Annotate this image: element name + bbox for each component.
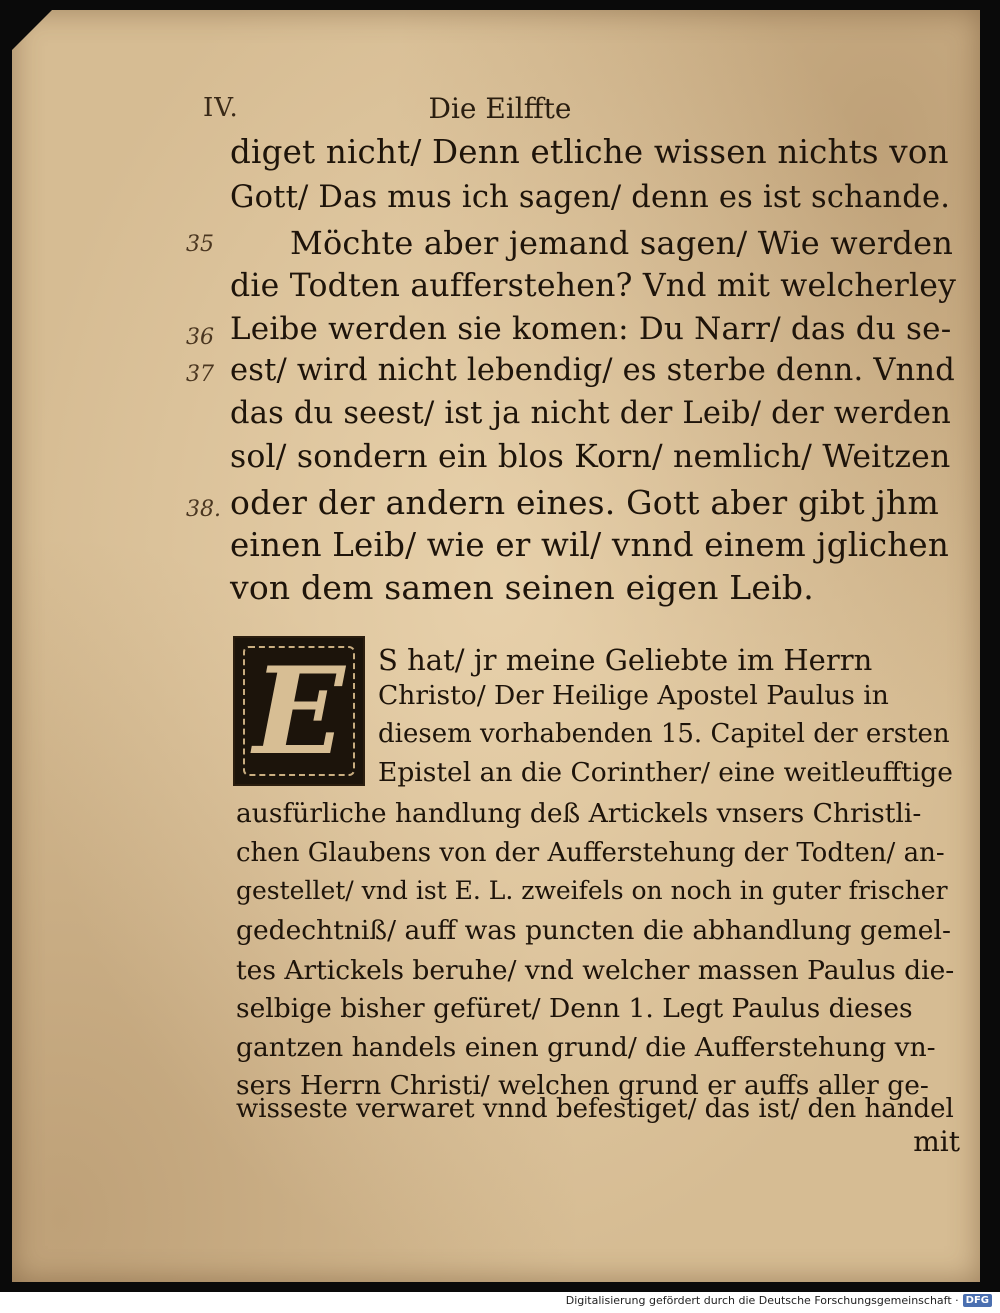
scripture-line: sol/ sondern ein blos Korn/ nemlich/ Weitzen (230, 439, 951, 475)
scripture-line: est/ wird nicht lebendig/ es sterbe denn. Vnnd (230, 353, 955, 388)
margin-verse-number: 37 (186, 362, 214, 387)
sermon-line: tes Artickels beruhe/ vnd welcher massen Paulus die- (236, 955, 955, 986)
scripture-line: diget nicht/ Denn etliche wissen nichts von (230, 133, 949, 171)
sermon-line: Christo/ Der Heilige Apostel Paulus in (378, 680, 889, 711)
catchword: mit (913, 1125, 960, 1158)
dfg-logo-icon: DFG (963, 1294, 992, 1307)
initial-letter: E (253, 640, 345, 782)
scripture-line: oder der andern eines. Gott aber gibt jhm (230, 483, 939, 522)
torn-corner (12, 10, 52, 50)
sermon-line: gestellet/ vnd ist E. L. zweifels on noch in guter frischer (236, 876, 948, 905)
running-head: Die Eilffte (428, 92, 572, 125)
margin-verse-number: 35 (186, 232, 214, 257)
scripture-line: das du seest/ ist ja nicht der Leib/ der werden (230, 396, 951, 431)
sermon-line: selbige bisher gefüret/ Denn 1. Legt Paulus dieses (236, 993, 913, 1024)
scripture-line: einen Leib/ wie er wil/ vnnd einem jglichen (230, 526, 949, 564)
scripture-line: Möchte aber jemand sagen/ Wie werden (290, 224, 954, 262)
folio-number: IV. (203, 93, 239, 123)
scripture-line: Gott/ Das mus ich sagen/ denn es ist schande. (230, 180, 951, 215)
scripture-line: von dem samen seinen eigen Leib. (230, 568, 814, 607)
sermon-line: ausfürliche handlung deß Artickels vnsers Christli- (236, 798, 922, 829)
sermon-line: diesem vorhabenden 15. Capitel der ersten (378, 719, 950, 749)
sermon-line: chen Glaubens von der Aufferstehung der Todten/ an- (236, 838, 945, 868)
sermon-line: sers Herrn Christi/ welchen grund er auffs aller ge- (236, 1070, 929, 1101)
decorated-initial (233, 636, 365, 786)
sermon-line: Epistel an die Corinther/ eine weitleufftige (378, 757, 953, 788)
sermon-line: wisseste verwaret vnnd befestiget/ das ist/ den handel (236, 1094, 954, 1124)
scripture-line: die Todten aufferstehen? Vnd mit welcherley (230, 268, 957, 304)
margin-verse-number: 38. (186, 497, 221, 522)
sermon-line: gedechtniß/ auff was puncten die abhandlung gemel- (236, 915, 951, 946)
margin-verse-number: 36 (186, 325, 214, 350)
digitization-credit (566, 1294, 992, 1307)
credit-text: Digitalisierung gefördert durch die Deutsche Forschungsgemeinschaft · (565, 1294, 959, 1307)
sermon-line: S hat/ jr meine Geliebte im Herrn (378, 643, 873, 677)
scripture-line: Leibe werden sie komen: Du Narr/ das du se- (230, 311, 952, 347)
sermon-line: gantzen handels einen grund/ die Aufferstehung vn- (236, 1032, 936, 1063)
